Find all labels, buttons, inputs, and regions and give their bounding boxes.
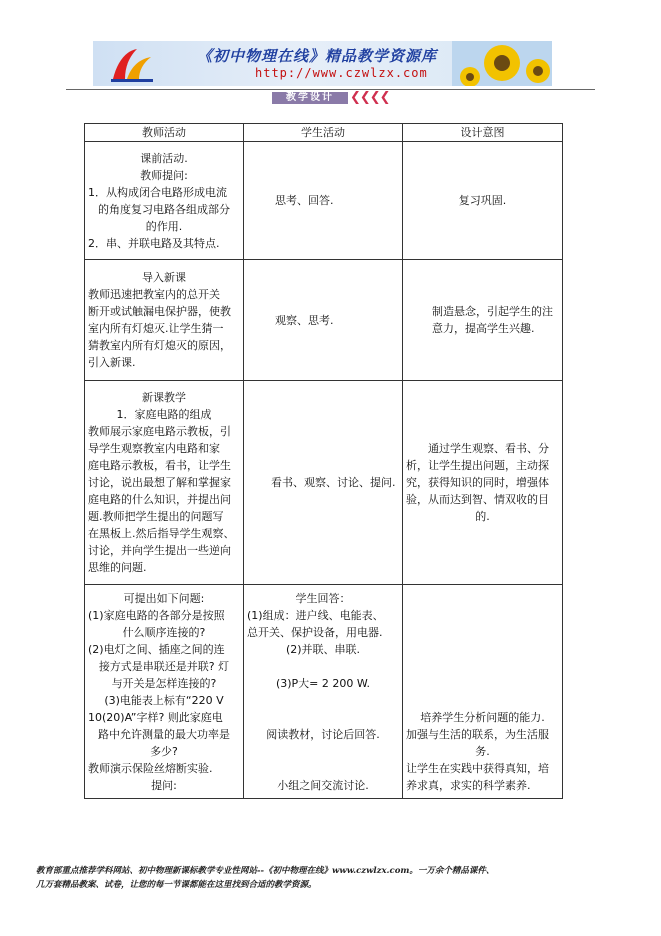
cell-line: 与开关是怎样连接的? (111, 676, 217, 690)
cell-line: 究，获得知识的同时，增强体 (405, 476, 549, 489)
student-cell (243, 260, 402, 381)
cell-line: 思考、回答. (274, 194, 334, 207)
cell-line: 复习巩固. (458, 194, 507, 207)
student-cell (243, 585, 402, 799)
banner-title: 《初中物理在线》精品教学资源库 (197, 47, 438, 65)
cell-line: 1．从构成闭合电路形成电流 (88, 185, 227, 199)
cell-line: 1．家庭电路的组成 (116, 408, 212, 421)
cell-line: (3)电能表上标有“220 V (104, 693, 224, 707)
cell-line: 小组之间交流讨论. (277, 778, 369, 792)
cell-line: 析，让学生提出问题，主动探 (405, 459, 549, 472)
cell-line: 断开或试触漏电保护器，使教 (88, 305, 231, 318)
student-cell (243, 381, 402, 585)
cell-line: (1)家庭电路的各部分是按照 (88, 608, 225, 622)
banner-url[interactable]: http://www.czwlzx.com (255, 66, 428, 80)
cell-line (406, 590, 559, 607)
cell-line: 10(20)A”字样? 则此家庭电 (88, 710, 223, 724)
cell-line (406, 658, 559, 675)
intent-cell (402, 142, 562, 260)
cell-line: (3)P大= 2 200 W. (275, 676, 370, 690)
lesson-plan-table (84, 123, 563, 799)
teacher-cell (85, 381, 244, 585)
section-tag: 教学设计 (272, 92, 348, 104)
cell-line (247, 709, 399, 726)
cell-line: 学生回答： (295, 591, 351, 605)
cell-line: 务. (475, 744, 490, 758)
cell-line: 在黑板上.然后指导学生观察、 (88, 527, 235, 540)
cell-line: (2)并联、串联. (285, 642, 361, 656)
cell-line: 讨论，并向学生提出一些逆向 (88, 544, 231, 557)
header-teacher-activity: 教师活动 (85, 124, 244, 142)
cell-line: 教师展示家庭电路示教板，引 (88, 425, 231, 438)
cell-line: 通过学生观察、看书、分 (427, 442, 549, 455)
cell-line: 培养学生分析问题的能力. (420, 710, 545, 724)
cell-line: 加强与生活的联系，为生活服 (405, 727, 549, 741)
site-banner (93, 41, 552, 86)
table-row (85, 260, 563, 381)
header-rule (66, 89, 595, 90)
cell-line: 阅读教材，讨论后回答. (266, 727, 380, 741)
cell-line: 意力，提高学生兴趣. (431, 322, 535, 335)
cell-line: 养求真，求实的科学素养. (405, 778, 531, 792)
cell-line: 什么顺序连接的? (122, 625, 206, 639)
cell-line: 的角度复习电路各组成部分 (97, 202, 230, 216)
intent-cell (402, 585, 562, 799)
cell-line: 验，从而达到智、情双收的目 (405, 493, 549, 506)
cell-line (406, 641, 559, 658)
cell-line (247, 658, 399, 675)
cell-line: 题.教师把学生提出的问题写 (88, 510, 224, 523)
cell-line: 教师演示保险丝熔断实验. (88, 761, 213, 775)
cell-line: 猜教室内所有灯熄灭的原因， (88, 339, 231, 352)
footer-line: 几万套精品教案、试卷，让您的每一节课都能在这里找到合适的教学资源。 (36, 880, 317, 890)
cell-line: 庭电路的什么知识，并提出问 (88, 493, 231, 506)
cell-line (406, 607, 559, 624)
intent-cell (402, 260, 562, 381)
student-cell (243, 142, 402, 260)
teacher-cell (85, 142, 244, 260)
cell-line: (1)组成：进户线、电能表、 (246, 608, 384, 622)
cell-line: 2．串、并联电路及其特点. (88, 236, 220, 250)
teacher-cell (85, 585, 244, 799)
cell-line: 接方式是串联还是并联? 灯 (98, 659, 230, 673)
cell-line: 制造悬念，引起学生的注 (431, 305, 553, 318)
cell-line: 看书、观察、讨论、提问. (270, 476, 396, 489)
cell-line (406, 624, 559, 641)
cell-line (406, 692, 559, 709)
section-arrows-icon: ❮❮❮❮ (350, 90, 390, 105)
cell-line (406, 675, 559, 692)
cell-line: 路中允许测量的最大功率是 (97, 727, 230, 741)
footer-line: 教育部重点推荐学科网站、初中物理新课标教学专业性网站--《初中物理在线》www.czwlzx.com。一万余个精品课件、 (36, 866, 495, 876)
table-row (85, 381, 563, 585)
cell-line: 教师迅速把教室内的总开关 (88, 288, 220, 301)
page-footer (36, 864, 636, 892)
cell-line: 导学生观察教室内电路和家 (88, 442, 220, 455)
table-row (85, 585, 563, 799)
cell-line: 讨论，说出最想了解和掌握家 (88, 476, 231, 489)
cell-line: 观察、思考. (274, 313, 334, 327)
cell-line: 思维的问题. (88, 561, 147, 574)
cell-line (247, 692, 399, 709)
sunflower-icon (452, 41, 552, 86)
cell-line: 导入新课 (141, 271, 186, 284)
cell-line: 提问: (151, 778, 177, 792)
intent-cell (402, 381, 562, 585)
table-row (85, 142, 563, 260)
cell-line: 庭电路示教板，看书，让学生 (88, 459, 231, 472)
cell-line: 室内所有灯熄灭.让学生猜一 (88, 322, 224, 335)
table-header-row (85, 124, 563, 142)
cell-line: 教师提问: (140, 168, 188, 182)
cell-line: 让学生在实践中获得真知，培 (405, 761, 549, 775)
cell-line (247, 760, 399, 777)
cell-line: 的. (475, 510, 490, 523)
site-logo-icon (107, 45, 157, 83)
cell-line: 课前活动. (140, 151, 188, 165)
cell-line: 的作用. (145, 219, 183, 233)
header-design-intent: 设计意图 (402, 124, 562, 142)
header-student-activity: 学生活动 (243, 124, 402, 142)
cell-line: 新课教学 (141, 391, 186, 404)
cell-line: 引入新课. (88, 356, 136, 369)
cell-line (247, 743, 399, 760)
teacher-cell (85, 260, 244, 381)
cell-line: 多少? (150, 744, 178, 758)
cell-line: 总开关、保护设备，用电器. (246, 625, 383, 639)
cell-line: 可提出如下问题: (123, 591, 205, 605)
cell-line: (2)电灯之间、插座之间的连 (88, 642, 225, 656)
